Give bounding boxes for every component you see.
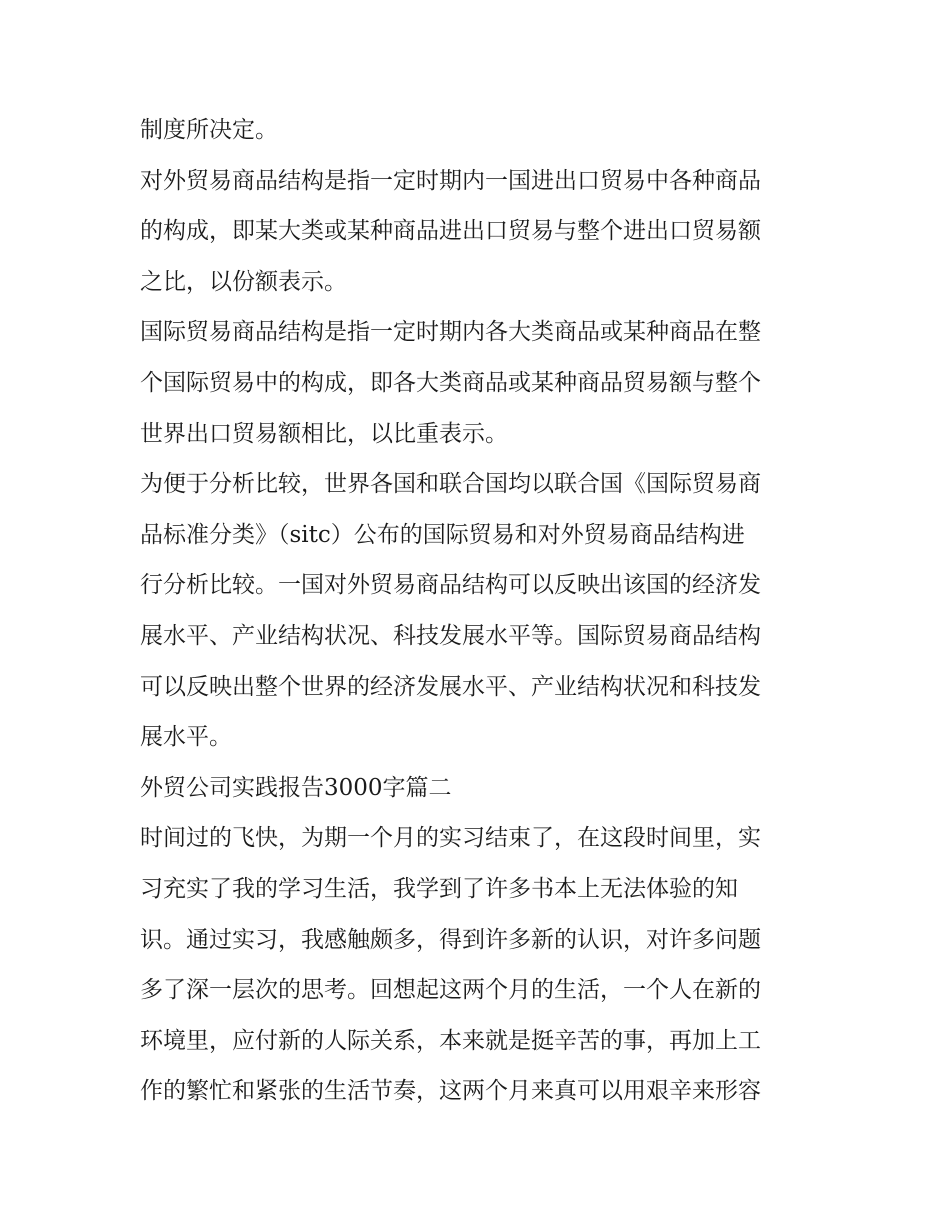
text-line: 习充实了我的学习生活，我学到了许多书本上无法体验的知 — [140, 875, 738, 902]
text-line: 展水平、产业结构状况、科技发展水平等。国际贸易商品结构 — [140, 622, 761, 649]
text-line: 世界出口贸易额相比，以比重表示。 — [140, 420, 508, 447]
text-line: 对外贸易商品结构是指一定时期内一国进出口贸易中各种商品 — [140, 167, 761, 194]
text-line: 的构成，即某大类或某种商品进出口贸易与整个进出口贸易额 — [140, 218, 761, 245]
text-line: 之比，以份额表示。 — [140, 268, 347, 295]
text-line: 可以反映出整个世界的经济发展水平、产业结构状况和科技发 — [140, 673, 761, 700]
text-line: 品标准分类》（sitc）公布的国际贸易和对外贸易商品结构进 — [140, 521, 745, 548]
text-line: 国际贸易商品结构是指一定时期内各大类商品或某种商品在整 — [140, 319, 761, 346]
section-heading: 外贸公司实践报告3000字篇二 — [140, 774, 452, 801]
text-line: 个国际贸易中的构成，即各大类商品或某种商品贸易额与整个 — [140, 369, 761, 396]
document-body — [140, 105, 820, 1117]
text-line: 识。通过实习，我感触颇多，得到许多新的认识，对许多问题 — [140, 926, 761, 953]
text-line: 时间过的飞快，为期一个月的实习结束了，在这段时间里，实 — [140, 825, 761, 852]
text-line: 环境里，应付新的人际关系，本来就是挺辛苦的事，再加上工 — [140, 1027, 761, 1054]
text-line: 多了深一层次的思考。回想起这两个月的生活，一个人在新的 — [140, 977, 761, 1004]
text-line: 行分析比较。一国对外贸易商品结构可以反映出该国的经济发 — [140, 572, 761, 599]
text-line: 作的繁忙和紧张的生活节奏，这两个月来真可以用艰辛来形容 — [140, 1078, 761, 1105]
text-line: 展水平。 — [140, 724, 232, 751]
text-line: 制度所决定。 — [140, 117, 278, 143]
text-line: 为便于分析比较，世界各国和联合国均以联合国《国际贸易商 — [140, 471, 761, 498]
